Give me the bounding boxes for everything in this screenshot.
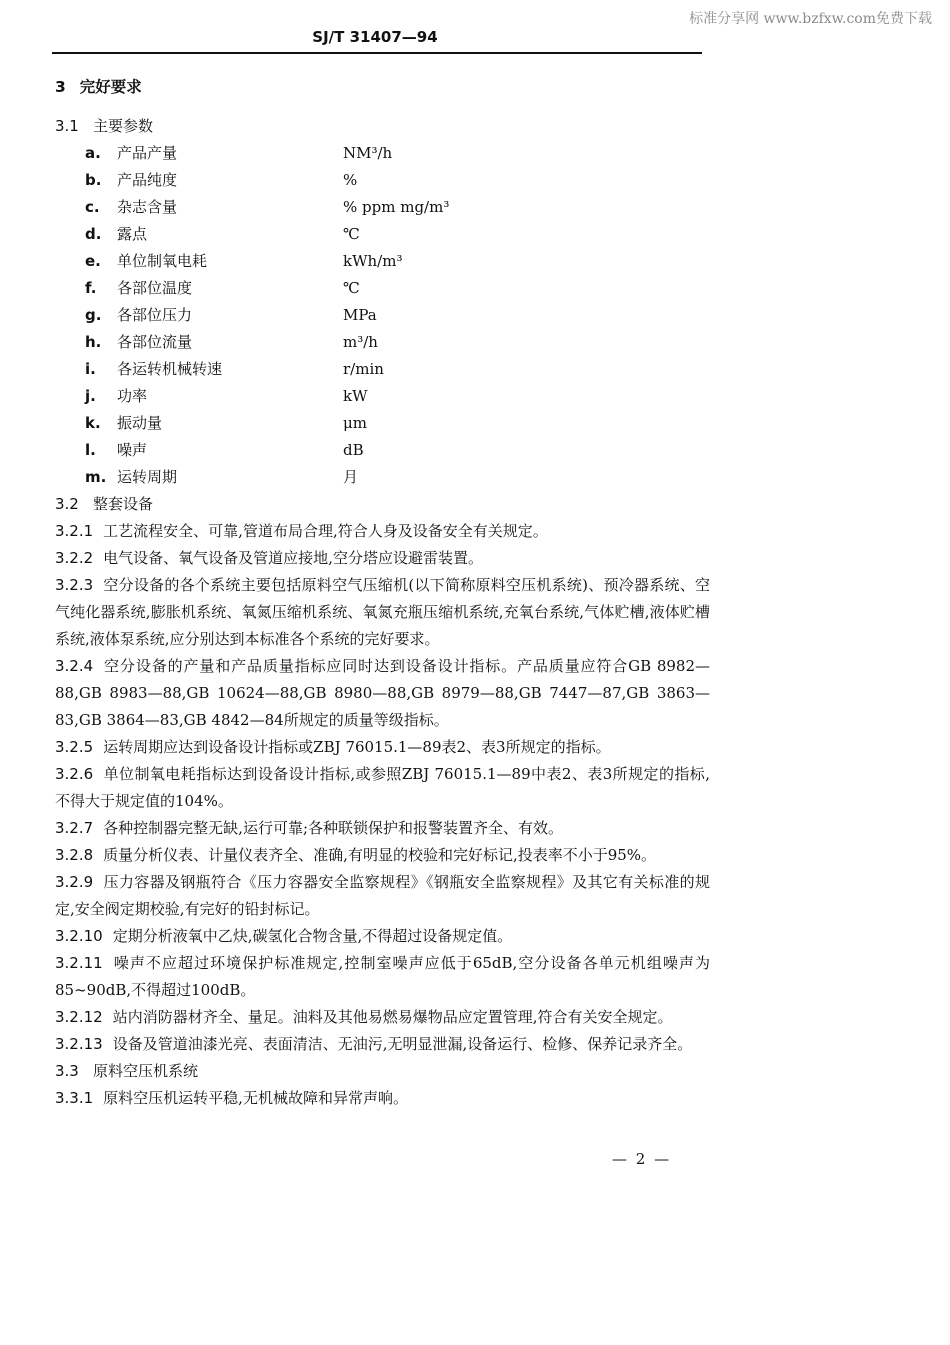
parameter-row <box>55 329 710 356</box>
clause-number: 3.2.3 <box>55 576 94 594</box>
clause-number: 3.2.10 <box>55 927 103 945</box>
param-name: 杂志含量 <box>117 198 178 216</box>
document-code: SJ/T 31407—94 <box>312 28 438 46</box>
clause-number: 3.2.11 <box>55 954 103 972</box>
section-title: 主要参数 <box>93 117 154 135</box>
parameter-list <box>55 140 710 491</box>
clause <box>55 815 710 842</box>
section-number: 3.3 <box>55 1062 79 1080</box>
param-letter: b. <box>85 171 102 189</box>
clause <box>55 1004 710 1031</box>
param-unit: ℃ <box>343 279 360 297</box>
clause-number: 3.3.1 <box>55 1089 94 1107</box>
clause-number: 3.2.9 <box>55 873 94 891</box>
clause-text: 空分设备的各个系统主要包括原料空气压缩机(以下简称原料空压机系统)、预冷器系统、空气纯化器系统,膨胀机系统、氧氮压缩机系统、氧氮充瓶压缩机系统,充氧台系统,气体贮槽,液体贮槽系统,液体泵系统,应分别达到本标准各个系统的完好要求。 <box>55 576 710 648</box>
param-unit: dB <box>343 441 364 459</box>
clause-text: 噪声不应超过环境保护标准规定,控制室噪声应低于65dB,空分设备各单元机组噪声为85~90dB,不得超过100dB。 <box>55 954 710 999</box>
clause-text: 运转周期应达到设备设计指标或ZBJ 76015.1—89表2、表3所规定的指标。 <box>103 738 611 756</box>
clause-text: 电气设备、氧气设备及管道应接地,空分塔应设避雷装置。 <box>103 549 483 567</box>
clause <box>55 572 710 653</box>
clause-text: 压力容器及钢瓶符合《压力容器安全监察规程》《钢瓶安全监察规程》及其它有关标准的规定,安全阀定期校验,有完好的铅封标记。 <box>55 873 710 918</box>
parameter-row <box>55 221 710 248</box>
clause <box>55 761 710 815</box>
parameter-row <box>55 140 710 167</box>
param-name: 各运转机械转速 <box>117 360 223 378</box>
clause <box>55 1031 710 1058</box>
page-number: — 2 — <box>612 1150 672 1168</box>
parameter-row <box>55 410 710 437</box>
param-name: 产品产量 <box>117 144 178 162</box>
clause-text: 各种控制器完整无缺,运行可靠;各种联锁保护和报警装置齐全、有效。 <box>103 819 563 837</box>
watermark: 标准分享网 www.bzfxw.com免费下载 <box>689 11 932 27</box>
param-unit: ℃ <box>343 225 360 243</box>
header-rule <box>52 52 702 54</box>
section-3-heading <box>55 74 710 101</box>
param-letter: m. <box>85 468 107 486</box>
clause <box>55 734 710 761</box>
clause <box>55 1085 710 1112</box>
parameter-row <box>55 437 710 464</box>
param-letter: d. <box>85 225 102 243</box>
clause-text: 设备及管道油漆光亮、表面清洁、无油污,无明显泄漏,设备运行、检修、保养记录齐全。 <box>112 1035 693 1053</box>
clause-text: 站内消防器材齐全、量足。油料及其他易燃易爆物品应定置管理,符合有关安全规定。 <box>112 1008 673 1026</box>
param-letter: h. <box>85 333 102 351</box>
param-unit: kW <box>343 387 368 405</box>
clause <box>55 518 710 545</box>
param-name: 运转周期 <box>117 468 178 486</box>
param-letter: k. <box>85 414 101 432</box>
section-title: 完好要求 <box>79 78 142 96</box>
param-name: 露点 <box>117 225 148 243</box>
clause <box>55 950 710 1004</box>
param-unit: MPa <box>343 306 377 324</box>
param-letter: c. <box>85 198 100 216</box>
section-3-3-heading <box>55 1058 710 1085</box>
clause <box>55 653 710 734</box>
parameter-row <box>55 464 710 491</box>
parameter-row <box>55 167 710 194</box>
clause-text: 定期分析液氧中乙炔,碳氢化合物含量,不得超过设备规定值。 <box>112 927 513 945</box>
param-unit: % ppm mg/m³ <box>343 198 450 216</box>
clause-number: 3.2.5 <box>55 738 94 756</box>
clause-number: 3.2.7 <box>55 819 94 837</box>
section-title: 整套设备 <box>93 495 154 513</box>
clause-number: 3.2.8 <box>55 846 94 864</box>
parameter-row <box>55 194 710 221</box>
section-number: 3.1 <box>55 117 79 135</box>
parameter-row <box>55 383 710 410</box>
param-letter: f. <box>85 279 97 297</box>
param-unit: m³/h <box>343 333 378 351</box>
param-unit: 月 <box>343 468 359 486</box>
param-name: 功率 <box>117 387 148 405</box>
param-unit: r/min <box>343 360 384 378</box>
parameter-row <box>55 248 710 275</box>
param-name: 产品纯度 <box>117 171 178 189</box>
param-name: 各部位压力 <box>117 306 193 324</box>
section-number: 3.2 <box>55 495 79 513</box>
param-letter: a. <box>85 144 101 162</box>
clause-text: 单位制氧电耗指标达到设备设计指标,或参照ZBJ 76015.1—89中表2、表3所规定的指标,不得大于规定值的104%。 <box>55 765 710 810</box>
param-name: 各部位温度 <box>117 279 193 297</box>
param-name: 单位制氧电耗 <box>117 252 208 270</box>
param-name: 振动量 <box>117 414 163 432</box>
section-number: 3 <box>55 78 66 96</box>
param-letter: l. <box>85 441 96 459</box>
clause-text: 工艺流程安全、可靠,管道布局合理,符合人身及设备安全有关规定。 <box>103 522 548 540</box>
section-3-1-heading <box>55 113 710 140</box>
clause-text: 原料空压机运转平稳,无机械故障和异常声响。 <box>103 1089 408 1107</box>
param-name: 噪声 <box>117 441 148 459</box>
clause <box>55 869 710 923</box>
clause-number: 3.2.4 <box>55 657 94 675</box>
section-title: 原料空压机系统 <box>93 1062 199 1080</box>
clause <box>55 545 710 572</box>
clause <box>55 923 710 950</box>
clause-number: 3.2.2 <box>55 549 94 567</box>
parameter-row <box>55 356 710 383</box>
parameter-row <box>55 302 710 329</box>
section-3-2-heading <box>55 491 710 518</box>
param-unit: NM³/h <box>343 144 393 162</box>
clause-number: 3.2.12 <box>55 1008 103 1026</box>
param-unit: kWh/m³ <box>343 252 403 270</box>
clause-number: 3.2.6 <box>55 765 94 783</box>
param-unit: % <box>343 171 358 189</box>
clause <box>55 842 710 869</box>
clause-number: 3.2.1 <box>55 522 94 540</box>
clause-text: 质量分析仪表、计量仪表齐全、准确,有明显的校验和完好标记,投表率不小于95%。 <box>103 846 657 864</box>
param-letter: g. <box>85 306 102 324</box>
param-unit: μm <box>343 414 367 432</box>
page-content <box>55 74 710 1112</box>
param-letter: i. <box>85 360 96 378</box>
clause-text: 空分设备的产量和产品质量指标应同时达到设备设计指标。产品质量应符合GB 8982—88,GB 8983—88,GB 10624—88,GB 8980—88,GB 8979—88,GB 7447—87,GB 3863—83,GB 3864—83,GB 4842—84所规定的质量等级指标。 <box>55 657 710 729</box>
parameter-row <box>55 275 710 302</box>
param-name: 各部位流量 <box>117 333 193 351</box>
param-letter: j. <box>85 387 96 405</box>
param-letter: e. <box>85 252 101 270</box>
clause-number: 3.2.13 <box>55 1035 103 1053</box>
